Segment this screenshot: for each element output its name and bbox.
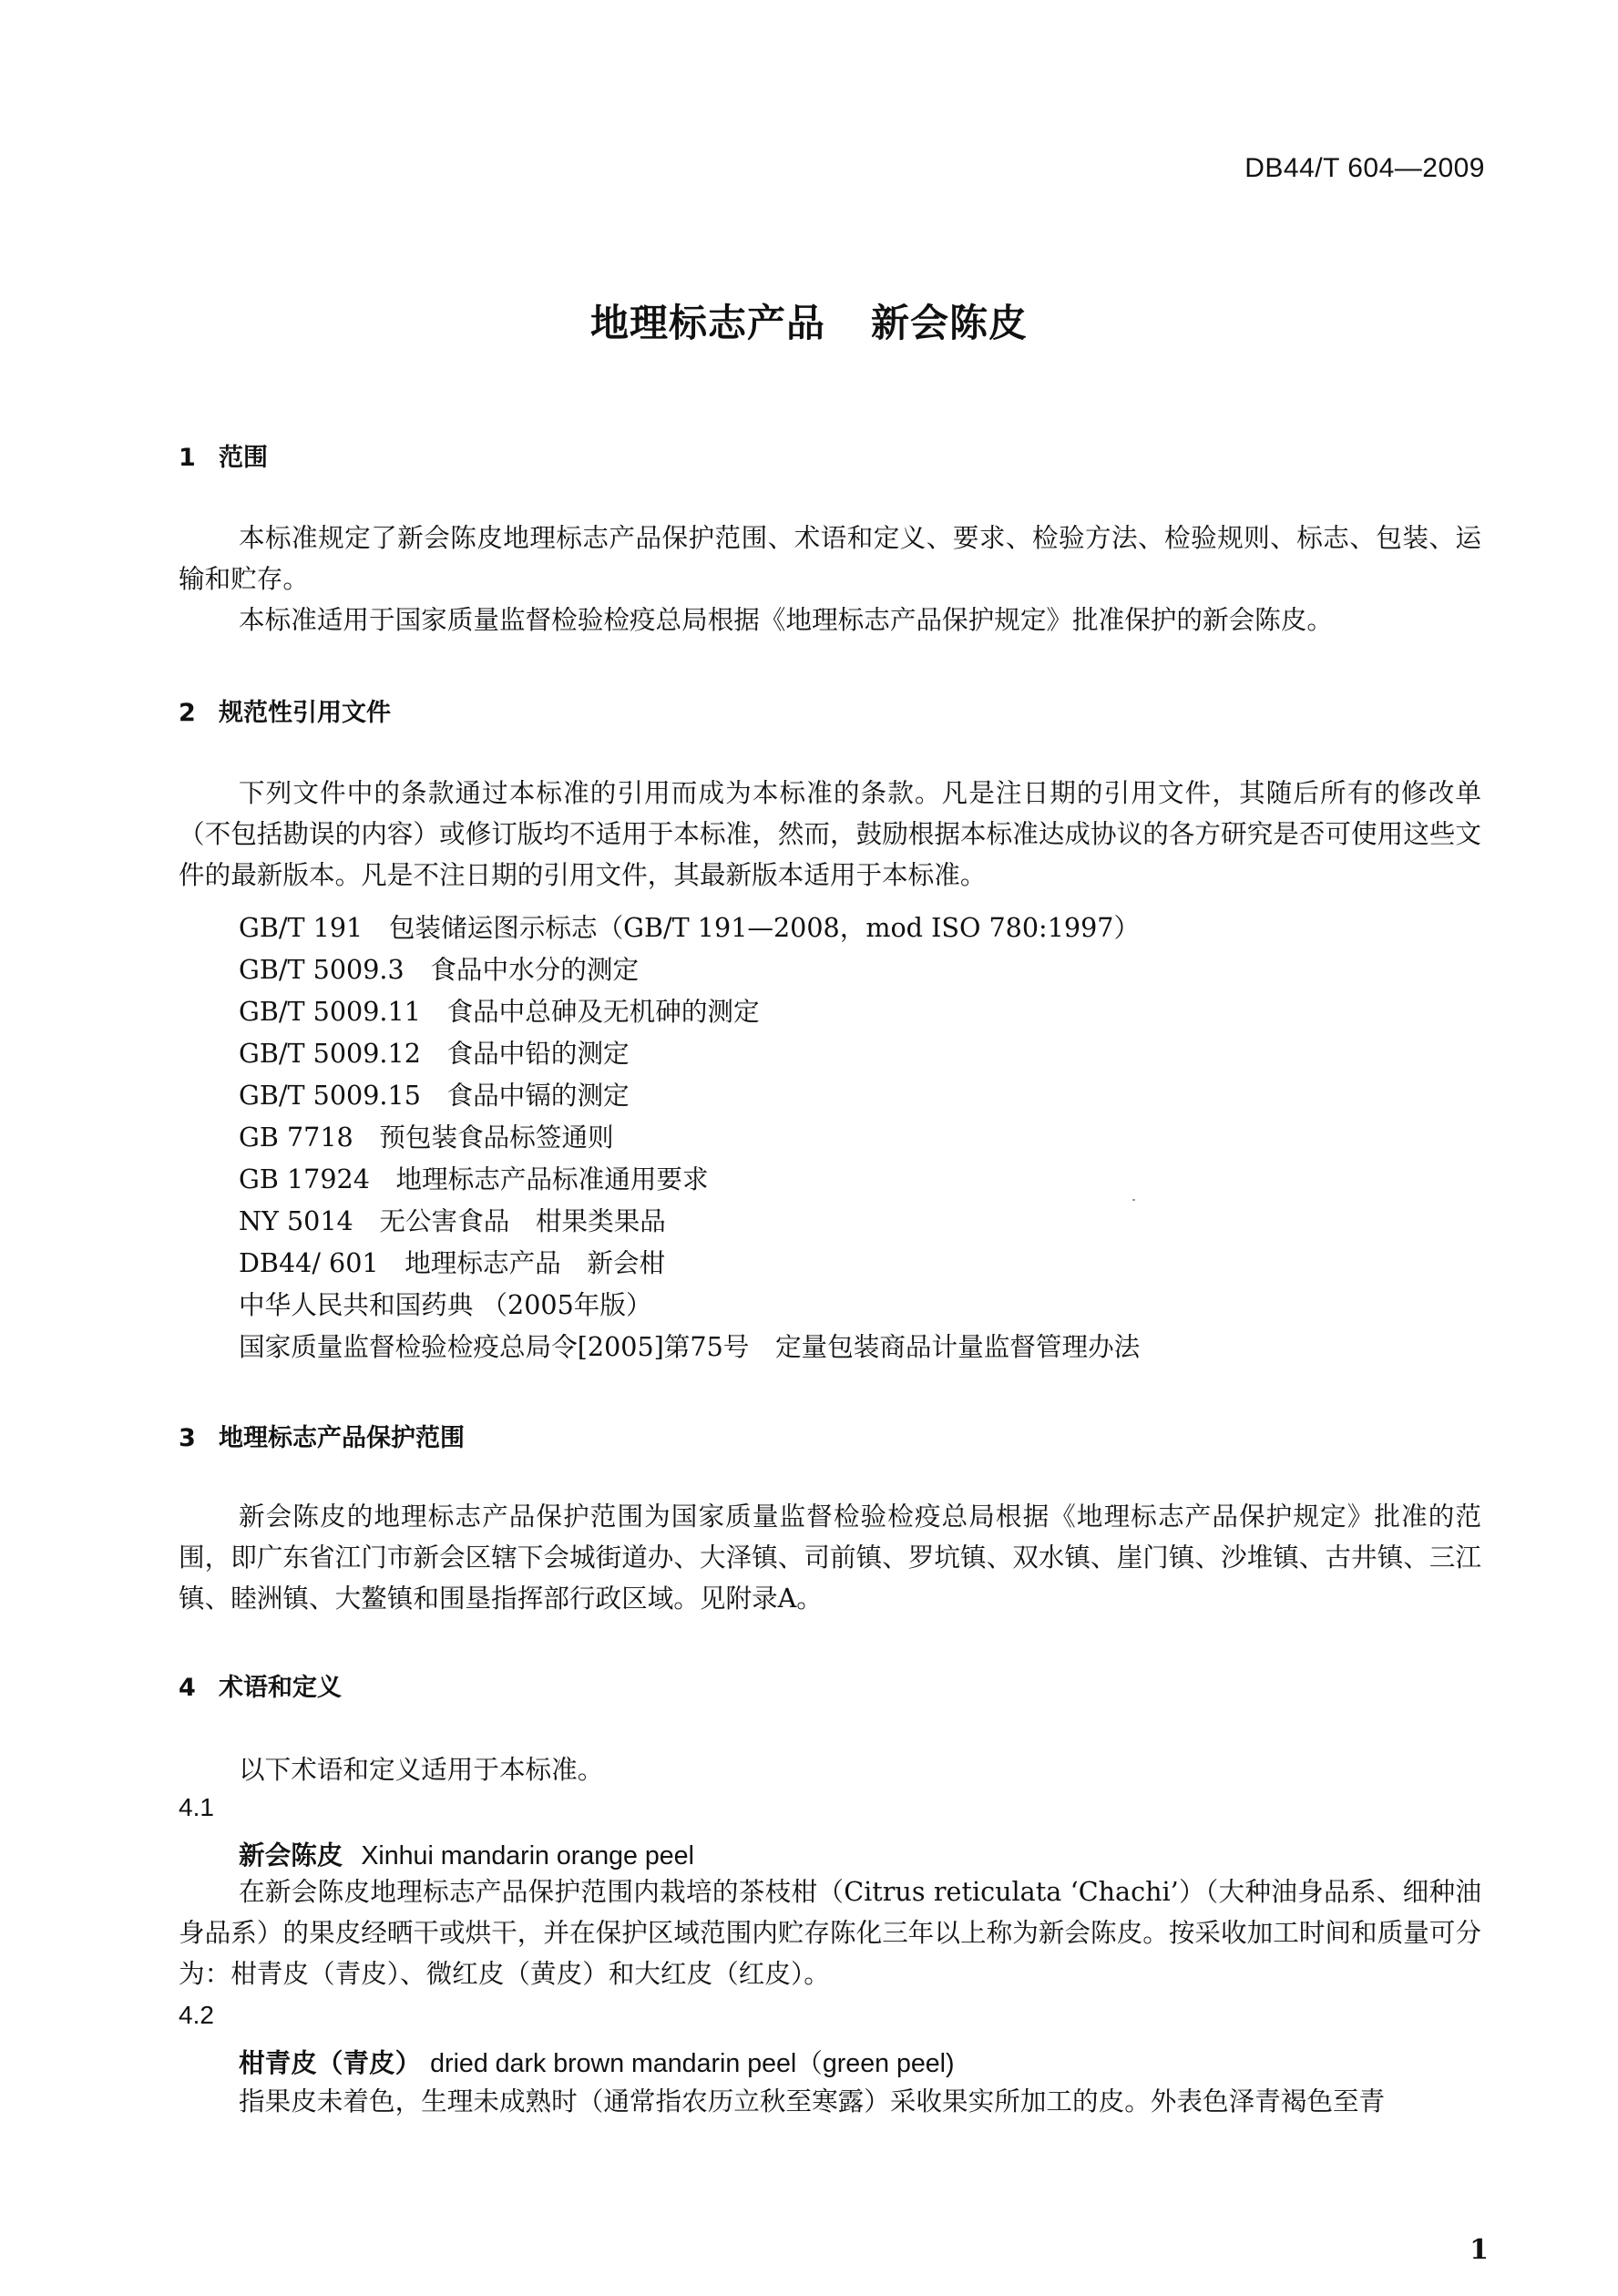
term-4-2: [239, 2043, 955, 2080]
reference-item: 国家质量监督检验检疫总局令[2005]第75号 定量包装商品计量监督管理办法: [239, 1331, 1141, 1362]
scan-speck: [1132, 1199, 1135, 1201]
title-part-2: 新会陈皮: [871, 301, 1029, 345]
section-1-paragraph-2: 本标准适用于国家质量监督检验检疫总局根据《地理标志产品保护规定》批准保护的新会陈皮。: [239, 604, 1333, 635]
section-4-heading: 4 术语和定义: [179, 1674, 342, 1702]
reference-item: DB44/ 601 地理标志产品 新会柑: [239, 1247, 666, 1278]
term-4-2-zh: 柑青皮（青皮）: [239, 2047, 422, 2078]
reference-item: GB/T 5009.15 食品中镉的测定: [239, 1080, 630, 1111]
term-4-1-definition: 在新会陈皮地理标志产品保护范围内栽培的茶枝柑（Citrus reticulata ‘Chachi’）（大种油身品系、细种油身品系）的果皮经晒干或烘干，并在保护区域范围内贮存陈化三年以上称为新会陈皮。按采收加工时间和质量可分为：柑青皮（青皮）、微红皮（黄皮）和大红皮（红皮）。: [179, 1876, 1481, 1989]
clause-4-1-number: 4.1: [179, 1793, 214, 1821]
term-4-2-definition: 指果皮未着色，生理未成熟时（通常指农历立秋至寒露）采收果实所加工的皮。外表色泽青褐色至青: [239, 2086, 1386, 2117]
reference-item: 中华人民共和国药典 （2005年版）: [239, 1289, 652, 1320]
section-2-paragraph-1: 下列文件中的条款通过本标准的引用而成为本标准的条款。凡是注日期的引用文件，其随后所有的修改单（不包括勘误的内容）或修订版均不适用于本标准，然而，鼓励根据本标准达成协议的各方研究是否可使用这些文件的最新版本。凡是不注日期的引用文件，其最新版本适用于本标准。: [179, 777, 1481, 890]
section-2-heading: 2 规范性引用文件: [179, 699, 391, 727]
reference-item: GB/T 5009.3 食品中水分的测定: [239, 954, 640, 985]
page-number: 1: [1470, 2234, 1489, 2266]
section-3-heading: 3 地理标志产品保护范围: [179, 1424, 465, 1452]
term-4-1-zh: 新会陈皮: [239, 1840, 343, 1871]
section-1-paragraph-1: 本标准规定了新会陈皮地理标志产品保护范围、术语和定义、要求、检验方法、检验规则、标志、包装、运输和贮存。: [179, 522, 1481, 594]
section-4-intro: 以下术语和定义适用于本标准。: [239, 1754, 604, 1785]
section-3-paragraph-1: 新会陈皮的地理标志产品保护范围为国家质量监督检验检疫总局根据《地理标志产品保护规定》批准的范围，即广东省江门市新会区辖下会城街道办、大泽镇、司前镇、罗坑镇、双水镇、崖门镇、沙堆镇、古井镇、三江镇、睦洲镇、大鳌镇和围垦指挥部行政区域。见附录A。: [179, 1501, 1481, 1614]
standard-code: DB44/T 604—2009: [1244, 153, 1485, 183]
term-4-1-en: Xinhui mandarin orange peel: [361, 1841, 694, 1871]
section-1-heading: 1 范围: [179, 444, 268, 472]
reference-item: GB 7718 预包装食品标签通则: [239, 1122, 614, 1153]
reference-item: GB/T 5009.11 食品中总砷及无机砷的测定: [239, 996, 760, 1027]
document-title: [0, 293, 1618, 348]
reference-item: GB/T 5009.12 食品中铅的测定: [239, 1038, 630, 1069]
term-4-2-en: dried dark brown mandarin peel（green peel): [430, 2049, 955, 2078]
clause-4-2-number: 4.2: [179, 2001, 214, 2029]
reference-item: GB 17924 地理标志产品标准通用要求: [239, 1163, 709, 1194]
reference-item: GB/T 191 包装储运图示标志（GB/T 191—2008，mod ISO 780:1997）: [239, 912, 1141, 943]
title-part-1: 地理标志产品: [589, 301, 825, 345]
reference-item: NY 5014 无公害食品 柑果类果品: [239, 1205, 666, 1236]
term-4-1: [239, 1835, 694, 1872]
